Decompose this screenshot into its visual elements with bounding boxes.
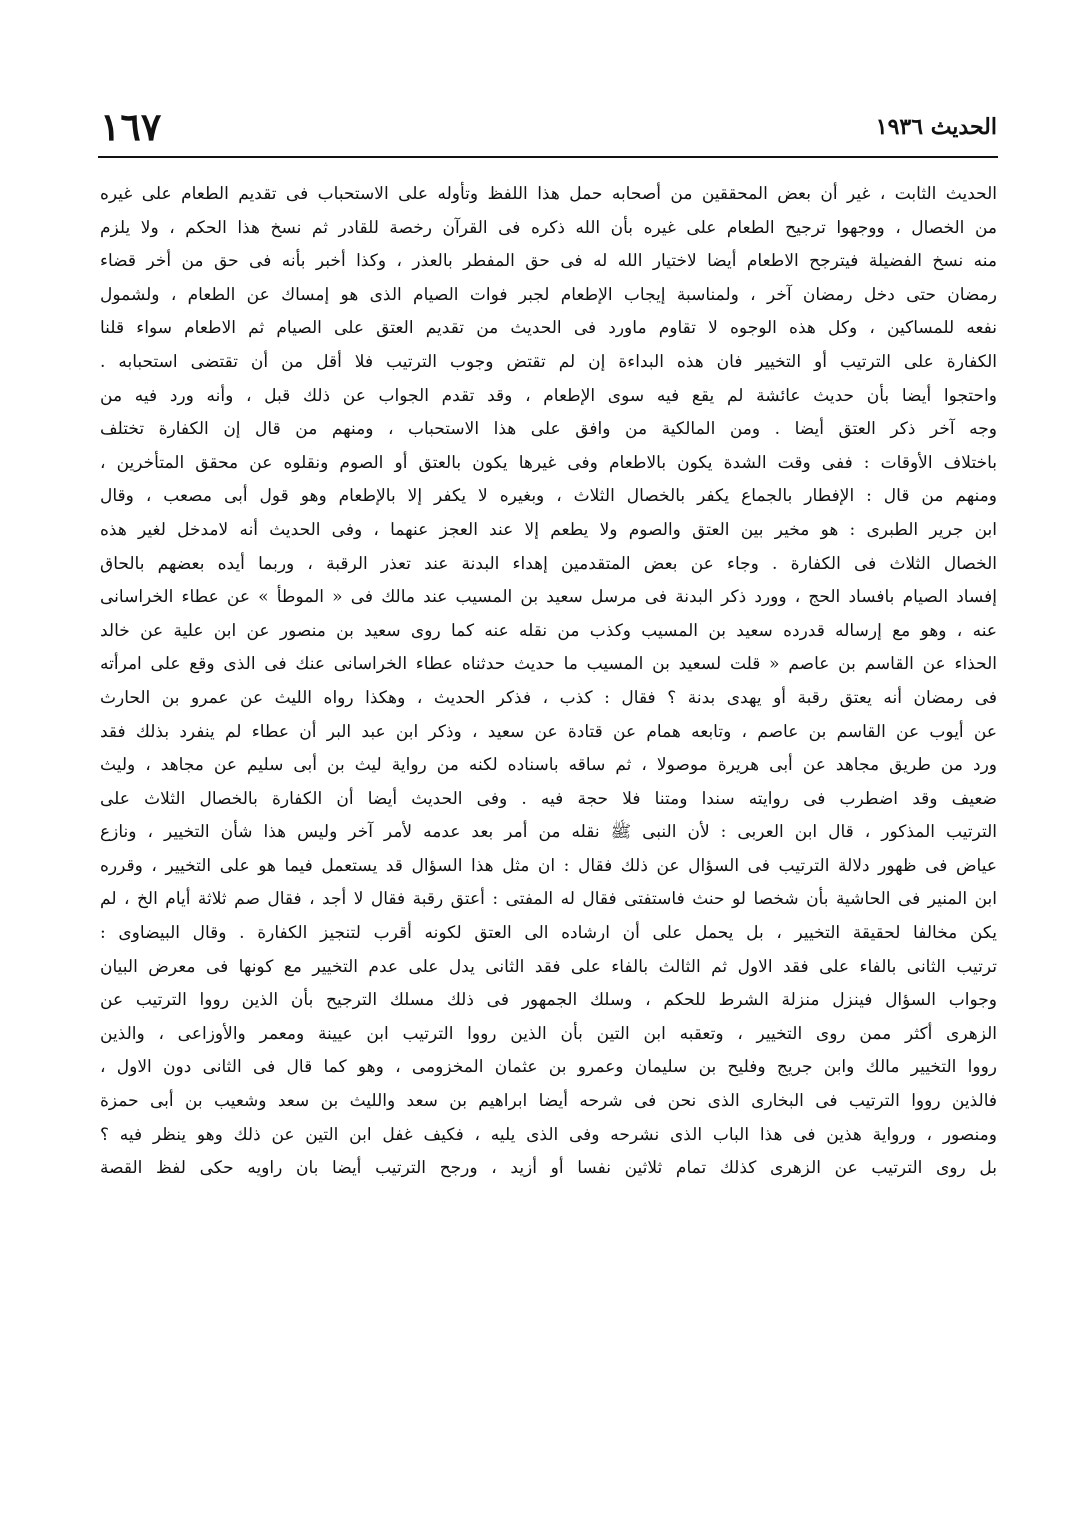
- text-line: باختلاف الأوقات : ففى وقت الشدة يكون بالاطعام وفى غيرها يكون بالعتق أو الصوم ونقلوه عن محقق المتأخرين ،: [100, 452, 997, 473]
- text-line: ضعيف وقد اضطرب فى روايته سندا ومتنا فلا حجة فيه . وفى الحديث أيضا أن الكفارة بالخصال الثلاث على: [100, 788, 997, 809]
- text-line: ابن جرير الطبرى : هو مخير بين العتق والصوم ولا يطعم إلا عند العجز عنهما ، وفى الحديث أنه لامدخل لغير هذه: [100, 519, 997, 540]
- page-number: ١٦٧: [100, 104, 162, 149]
- page-header: [100, 106, 997, 152]
- text-line: عنه ، وهو مع إرساله قدرده سعيد بن المسيب وكذب من نقله عنه كما روى سعيد بن منصور عن ابن علية عن خالد: [100, 620, 997, 641]
- text-line: نفعه للمساكين ، وكل هذه الوجوه لا تقاوم ماورد فى الحديث من تقديم العتق على الصيام ثم الاطعام سواء قلنا: [100, 318, 997, 339]
- text-line: الزهرى أكثر ممن روى التخيير ، وتعقبه ابن التين بأن الذين رووا الترتيب ابن عيينة ومعمر والأوزاعى ، والذين: [100, 1023, 997, 1044]
- text-line: عن أيوب عن القاسم بن عاصم ، وتابعه همام عن قتادة عن سعيد ، وذكر ابن عبد البر أن عطاء لم ينفرد بذلك فقد: [100, 721, 997, 742]
- text-line: رووا التخيير مالك وابن جريج وفليح بن سليمان وعمرو بن عثمان المخزومى ، وهو كما قال فى الثانى دون الاول ،: [100, 1057, 997, 1078]
- text-line: فالذين رووا الترتيب فى البخارى الذى نحن فى شرحه أيضا ابراهيم بن سعد والليث بن سعد وشعيب بن أبى حمزة: [100, 1091, 997, 1112]
- text-line: وجواب السؤال فينزل منزلة الشرط للحكم ، وسلك الجمهور فى ذلك مسلك الترجيح بأن الذين رووا الترتيب عن: [100, 990, 997, 1011]
- text-line: ابن المنير فى الحاشية بأن شخصا لو حنث فاستفتى فقال له المفتى : أعتق رقبة فقال لا أجد ، فقال صم ثلاثة أيام الخ ، لم: [100, 889, 997, 910]
- text-line: من الخصال ، ووجهوا ترجيح الطعام على غيره بأن الله ذكره فى القرآن رخصة للقادر ثم نسخ هذا الحكم ، ولا يلزم: [100, 217, 997, 238]
- text-line: وجه آخر ذكر العتق أيضا . ومن المالكية من وافق على هذا الاستحباب ، ومنهم من قال إن الكفارة تختلف: [100, 419, 997, 440]
- body-text: [100, 178, 997, 1186]
- running-head: الحديث ١٩٣٦: [875, 114, 997, 140]
- text-line: الحديث الثابت ، غير أن بعض المحققين من أصحابه حمل هذا اللفظ وتأوله على الاستحباب فى تقديم الطعام على غيره: [100, 184, 997, 204]
- text-line: الخصال الثلاث فى الكفارة . وجاء عن بعض المتقدمين إهداء البدنة عند تعذر الرقبة ، وربما أيده بعضهم بالحاق: [100, 553, 997, 574]
- text-line: الترتيب المذكور ، قال ابن العربى : لأن النبى ﷺ نقله من أمر بعد عدمه لأمر آخر وليس هذا شأن التخيير ، ونازع: [100, 822, 997, 843]
- text-line: رمضان حتى دخل رمضان آخر ، ولمناسبة إيجاب الإطعام لجبر فوات الصيام الذى هو إمساك عن الطعام ، ولشمول: [100, 284, 997, 305]
- text-line: بل روى الترتيب عن الزهرى كذلك تمام ثلاثين نفسا أو أزيد ، ورجح الترتيب أيضا بان راويه حكى لفظ القصة: [100, 1158, 997, 1179]
- text-line: ورد من طريق مجاهد عن أبى هريرة موصولا ، ثم ساقه باسناده لكنه من رواية ليث بن أبى سليم عن مجاهد ، وليث: [100, 755, 997, 776]
- text-line: يكن مخالفا لحقيقة التخيير ، بل يحمل على أن ارشاده الى العتق لكونه أقرب لتنجيز الكفارة . وقال البيضاوى :: [100, 923, 997, 944]
- header-rule: [98, 156, 998, 158]
- text-line: ومنصور ، ورواية هذين فى هذا الباب الذى نشرحه وفى الذى يليه ، فكيف غفل ابن التين عن ذلك وهو ينظر فيه ؟: [100, 1124, 997, 1145]
- text-line: ترتيب الثانى بالفاء على فقد الاول ثم الثالث بالفاء على فقد الثانى يدل على عدم التخيير مع كونها فى معرض البيان: [100, 956, 997, 977]
- text-line: الكفارة على الترتيب أو التخيير فان هذه البداءة إن لم تقتض وجوب الترتيب فلا أقل من أن تقتضى استحبابه .: [100, 351, 997, 372]
- text-line: واحتجوا أيضا بأن حديث عائشة لم يقع فيه سوى الإطعام ، وقد تقدم الجواب عن ذلك قبل ، وأنه ورد فيه من: [100, 385, 997, 406]
- text-line: ومنهم من قال : الإفطار بالجماع يكفر بالخصال الثلاث ، وبغيره لا يكفر إلا بالإطعام وهو قول أبى مصعب ، وقال: [100, 486, 997, 507]
- text-line: إفساد الصيام بافساد الحج ، وورد ذكر البدنة فى مرسل سعيد بن المسيب عند مالك فى « الموطأ » عن عطاء الخراسانى: [100, 587, 997, 608]
- text-line: فى رمضان أنه يعتق رقبة أو يهدى بدنة ؟ فقال : كذب ، فذكر الحديث ، وهكذا رواه الليث عن عمرو بن الحارث: [100, 687, 997, 708]
- text-line: منه نسخ الفضيلة فيترجح الاطعام أيضا لاختيار الله له فى حق المفطر بالعذر ، وكذا أخبر بأنه فى حق من أخر قضاء: [100, 251, 997, 272]
- text-line: الحذاء عن القاسم بن عاصم « قلت لسعيد بن المسيب ما حديث حدثناه عطاء الخراسانى عنك فى الذى وقع على امرأته: [100, 654, 997, 675]
- text-line: عياض فى ظهور دلالة الترتيب فى السؤال عن ذلك فقال : ان مثل هذا السؤال قد يستعمل فيما هو على التخيير ، وقرره: [100, 855, 997, 876]
